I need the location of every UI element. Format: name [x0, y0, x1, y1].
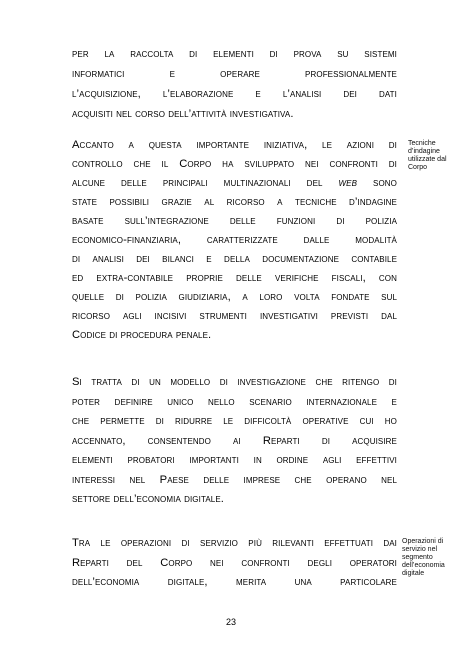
text-line: l’acquisizione, l’elaborazione e l’analisi dei dati [72, 88, 397, 100]
text-line: Accanto a questa importante iniziativa, le azioni di [72, 139, 397, 151]
text-line: elementi probatori importanti in ordine agli effettivi [72, 454, 397, 466]
text-line: ricorso agli incisivi strumenti investigativi previsti dal [72, 310, 397, 322]
text-line: alcune delle principali multinazionali del web sono [72, 177, 397, 189]
text-line: ed extra-contabile proprie delle verifiche fiscali, con [72, 272, 397, 284]
side-note-line: utilizzate dal [408, 156, 447, 163]
text-line: Si tratta di un modello di investigazione che ritengo di [72, 376, 397, 388]
text-line: che permette di ridurre le difficoltà operative cui ho [72, 415, 397, 427]
text-line: economico-finanziaria, caratterizzate dalle modalità [72, 234, 397, 246]
side-note-line: servizio nel [402, 546, 438, 553]
text-line: poter definire unico nello scenario internazionale e [72, 395, 397, 408]
text-line: accennato, consentendo ai Reparti di acquisire [72, 434, 397, 447]
text-line: interessi nel Paese delle imprese che operano nel [72, 473, 397, 486]
text-line: di analisi dei bilanci e della documentazione contabile [72, 253, 397, 265]
side-note-operations [402, 538, 445, 578]
text-line: informatici e operare professionalmente [72, 68, 397, 80]
page-number: 23 [225, 617, 236, 627]
text-line: state possibili grazie al ricorso a tecniche d’indagine [72, 196, 397, 208]
text-line: Codice di procedura penale. [72, 329, 212, 341]
text-line: Reparti del Corpo nei confronti degli operatori [72, 556, 397, 569]
side-note-line: Operazioni di [402, 538, 444, 545]
text-line: per la raccolta di elementi di prova su sistemi [72, 48, 397, 60]
side-note-techniques [408, 140, 447, 172]
side-note-line: segmento [402, 554, 433, 561]
side-note-line: Tecniche [408, 140, 436, 147]
side-note-line: Corpo [408, 164, 428, 171]
text-line: dell’economia digitale, merita una particolare [72, 576, 397, 588]
side-note-line: digitale [402, 570, 425, 577]
text-line: controllo che il Corpo ha sviluppato nei confronti di [72, 158, 397, 170]
side-note-line: dell’economia [402, 562, 445, 569]
side-note-line: d’indagine [408, 148, 440, 155]
text-line: quelle di polizia giudiziaria, a loro volta fondate sul [72, 291, 397, 303]
text-line: acquisiti nel corso dell’attività investigativa. [72, 108, 294, 120]
text-line: Tra le operazioni di servizio più rilevanti effettuati dai [72, 537, 397, 549]
text-line: basate sull’integrazione delle funzioni di polizia [72, 215, 397, 227]
text-line: settore dell’economia digitale. [72, 493, 224, 505]
